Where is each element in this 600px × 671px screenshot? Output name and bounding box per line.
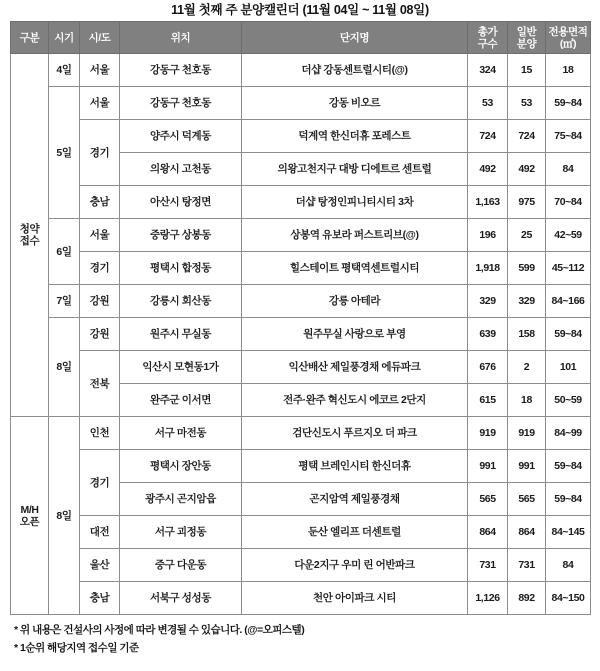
general-sale-cell: 864 — [508, 516, 546, 549]
bunyang-calendar-table — [10, 21, 591, 615]
exclusive-area-cell: 101 — [546, 351, 591, 384]
exclusive-area-cell: 84 — [546, 153, 591, 186]
location-cell: 익산시 모현동1가 — [120, 351, 242, 384]
general-sale-cell: 919 — [508, 417, 546, 450]
complex-name-cell: 곤지암역 제일풍경채 — [242, 483, 468, 516]
column-header-chonggagu — [468, 22, 508, 54]
location-cell: 원주시 무실동 — [120, 318, 242, 351]
table-row — [11, 450, 591, 483]
column-header-jeonyong-line2: (㎡) — [559, 37, 577, 50]
sido-cell: 서울 — [80, 87, 120, 120]
general-sale-cell: 991 — [508, 450, 546, 483]
general-sale-cell: 18 — [508, 384, 546, 417]
column-header-jeonyong-line1: 전용면적 — [548, 25, 588, 38]
general-sale-cell: 724 — [508, 120, 546, 153]
location-cell: 강동구 천호동 — [120, 54, 242, 87]
exclusive-area-cell: 59~84 — [546, 318, 591, 351]
sido-cell: 충남 — [80, 186, 120, 219]
general-sale-cell: 158 — [508, 318, 546, 351]
column-header-jeonyong — [546, 22, 591, 54]
column-header-ilban — [508, 22, 546, 54]
complex-name-cell: 의왕고천지구 대방 디에트르 센트럴 — [242, 153, 468, 186]
location-cell: 서북구 성성동 — [120, 582, 242, 615]
location-cell: 완주군 이서면 — [120, 384, 242, 417]
section-label-line1: M/H — [20, 503, 39, 516]
total-households-cell: 731 — [468, 549, 508, 582]
exclusive-area-cell: 18 — [546, 54, 591, 87]
location-cell: 중구 다운동 — [120, 549, 242, 582]
sido-cell: 서울 — [80, 54, 120, 87]
column-header-danjimyeong: 단지명 — [242, 22, 468, 54]
location-cell: 평택시 장안동 — [120, 450, 242, 483]
complex-name-cell: 더샵 강동센트럴시티(@) — [242, 54, 468, 87]
complex-name-cell: 검단신도시 푸르지오 더 파크 — [242, 417, 468, 450]
exclusive-area-cell: 59~84 — [546, 450, 591, 483]
total-households-cell: 1,126 — [468, 582, 508, 615]
total-households-cell: 676 — [468, 351, 508, 384]
section-label-line2: 접수 — [19, 235, 40, 247]
table-header — [11, 22, 591, 54]
complex-name-cell: 힐스테이트 평택역센트럴시티 — [242, 252, 468, 285]
sido-cell: 대전 — [80, 516, 120, 549]
complex-name-cell: 덕계역 한신더휴 포레스트 — [242, 120, 468, 153]
general-sale-cell: 975 — [508, 186, 546, 219]
notes-block — [10, 615, 590, 657]
sido-cell: 서울 — [80, 219, 120, 252]
table-row — [11, 219, 591, 252]
column-header-ilban-line2: 분양 — [516, 37, 537, 50]
total-households-cell: 1,163 — [468, 186, 508, 219]
sido-cell: 강원 — [80, 318, 120, 351]
complex-name-cell: 둔산 엘리프 더센트럴 — [242, 516, 468, 549]
complex-name-cell: 강릉 아테라 — [242, 285, 468, 318]
exclusive-area-cell: 84~166 — [546, 285, 591, 318]
complex-name-cell: 상봉역 유보라 퍼스트리브(@) — [242, 219, 468, 252]
complex-name-cell: 다운2지구 우미 린 어반파크 — [242, 549, 468, 582]
column-header-ilban-line1: 일반 — [516, 25, 537, 38]
total-households-cell: 324 — [468, 54, 508, 87]
exclusive-area-cell: 84~150 — [546, 582, 591, 615]
exclusive-area-cell: 84 — [546, 549, 591, 582]
location-cell: 아산시 탕정면 — [120, 186, 242, 219]
column-header-chonggagu-line2: 구수 — [477, 37, 498, 50]
sido-cell: 강원 — [80, 285, 120, 318]
table-row — [11, 516, 591, 549]
sido-cell: 인천 — [80, 417, 120, 450]
general-sale-cell: 599 — [508, 252, 546, 285]
period-cell: 8일 — [49, 318, 80, 417]
complex-name-cell: 원주무실 사랑으로 부영 — [242, 318, 468, 351]
page-title: 11월 첫째 주 분양캘린더 (11월 04일 ~ 11월 08일) — [171, 3, 429, 17]
section-label-line2: 오픈 — [19, 515, 40, 528]
period-cell: 4일 — [49, 54, 80, 87]
table-row — [11, 120, 591, 153]
table-row — [11, 582, 591, 615]
period-cell: 6일 — [49, 219, 80, 285]
table-row — [11, 285, 591, 318]
exclusive-area-cell: 50~59 — [546, 384, 591, 417]
table-row — [11, 351, 591, 384]
table-row — [11, 87, 591, 120]
complex-name-cell: 평택 브레인시티 한신더휴 — [242, 450, 468, 483]
column-header-gubun: 구분 — [11, 22, 49, 54]
sido-cell: 경기 — [80, 120, 120, 186]
exclusive-area-cell: 42~59 — [546, 219, 591, 252]
exclusive-area-cell: 84~99 — [546, 417, 591, 450]
column-header-sigi: 시기 — [49, 22, 80, 54]
column-header-wichi: 위치 — [120, 22, 242, 54]
location-cell: 강릉시 회산동 — [120, 285, 242, 318]
exclusive-area-cell: 84~145 — [546, 516, 591, 549]
general-sale-cell: 2 — [508, 351, 546, 384]
period-cell: 8일 — [49, 417, 80, 615]
total-households-cell: 864 — [468, 516, 508, 549]
note-line-1: * 위 내용은 건설사의 사정에 따라 변경될 수 있습니다. (@=오피스텔) — [14, 624, 305, 636]
total-households-cell: 615 — [468, 384, 508, 417]
section-label-cell — [11, 417, 49, 615]
location-cell: 광주시 곤지암읍 — [120, 483, 242, 516]
total-households-cell: 53 — [468, 87, 508, 120]
sido-cell: 충남 — [80, 582, 120, 615]
column-header-sido: 시/도 — [80, 22, 120, 54]
complex-name-cell: 전주·완주 혁신도시 에코르 2단지 — [242, 384, 468, 417]
sido-cell: 경기 — [80, 450, 120, 516]
location-cell: 서구 마전동 — [120, 417, 242, 450]
general-sale-cell: 731 — [508, 549, 546, 582]
section-label-line1: 청약 — [19, 223, 40, 235]
total-households-cell: 565 — [468, 483, 508, 516]
location-cell: 중랑구 상봉동 — [120, 219, 242, 252]
sido-cell: 울산 — [80, 549, 120, 582]
total-households-cell: 991 — [468, 450, 508, 483]
general-sale-cell: 329 — [508, 285, 546, 318]
table-row — [11, 417, 591, 450]
total-households-cell: 1,918 — [468, 252, 508, 285]
general-sale-cell: 565 — [508, 483, 546, 516]
period-cell: 7일 — [49, 285, 80, 318]
total-households-cell: 492 — [468, 153, 508, 186]
table-row — [11, 54, 591, 87]
location-cell: 강동구 천호동 — [120, 87, 242, 120]
section-label-cell — [11, 54, 49, 417]
location-cell: 서구 괴정동 — [120, 516, 242, 549]
exclusive-area-cell: 45~112 — [546, 252, 591, 285]
total-households-cell: 196 — [468, 219, 508, 252]
exclusive-area-cell: 59~84 — [546, 87, 591, 120]
exclusive-area-cell: 59~84 — [546, 483, 591, 516]
complex-name-cell: 천안 아이파크 시티 — [242, 582, 468, 615]
total-households-cell: 329 — [468, 285, 508, 318]
period-cell: 5일 — [49, 87, 80, 219]
note-line-2: * 1순위 해당지역 접수일 기준 — [14, 642, 139, 654]
total-households-cell: 919 — [468, 417, 508, 450]
table-row — [11, 252, 591, 285]
table-body — [11, 54, 591, 615]
sido-cell: 경기 — [80, 252, 120, 285]
location-cell: 양주시 덕계동 — [120, 120, 242, 153]
table-row — [11, 318, 591, 351]
header-row — [11, 22, 591, 54]
complex-name-cell: 더샵 탕정인피니티시티 3차 — [242, 186, 468, 219]
complex-name-cell: 익산배산 제일풍경채 에듀파크 — [242, 351, 468, 384]
location-cell: 평택시 합정동 — [120, 252, 242, 285]
general-sale-cell: 53 — [508, 87, 546, 120]
location-cell: 의왕시 고천동 — [120, 153, 242, 186]
total-households-cell: 639 — [468, 318, 508, 351]
complex-name-cell: 강동 비오르 — [242, 87, 468, 120]
general-sale-cell: 25 — [508, 219, 546, 252]
column-header-chonggagu-line1: 총가 — [477, 25, 498, 38]
table-row — [11, 549, 591, 582]
general-sale-cell: 15 — [508, 54, 546, 87]
total-households-cell: 724 — [468, 120, 508, 153]
general-sale-cell: 892 — [508, 582, 546, 615]
general-sale-cell: 492 — [508, 153, 546, 186]
sido-cell: 전북 — [80, 351, 120, 417]
exclusive-area-cell: 75~84 — [546, 120, 591, 153]
exclusive-area-cell: 70~84 — [546, 186, 591, 219]
table-row — [11, 186, 591, 219]
